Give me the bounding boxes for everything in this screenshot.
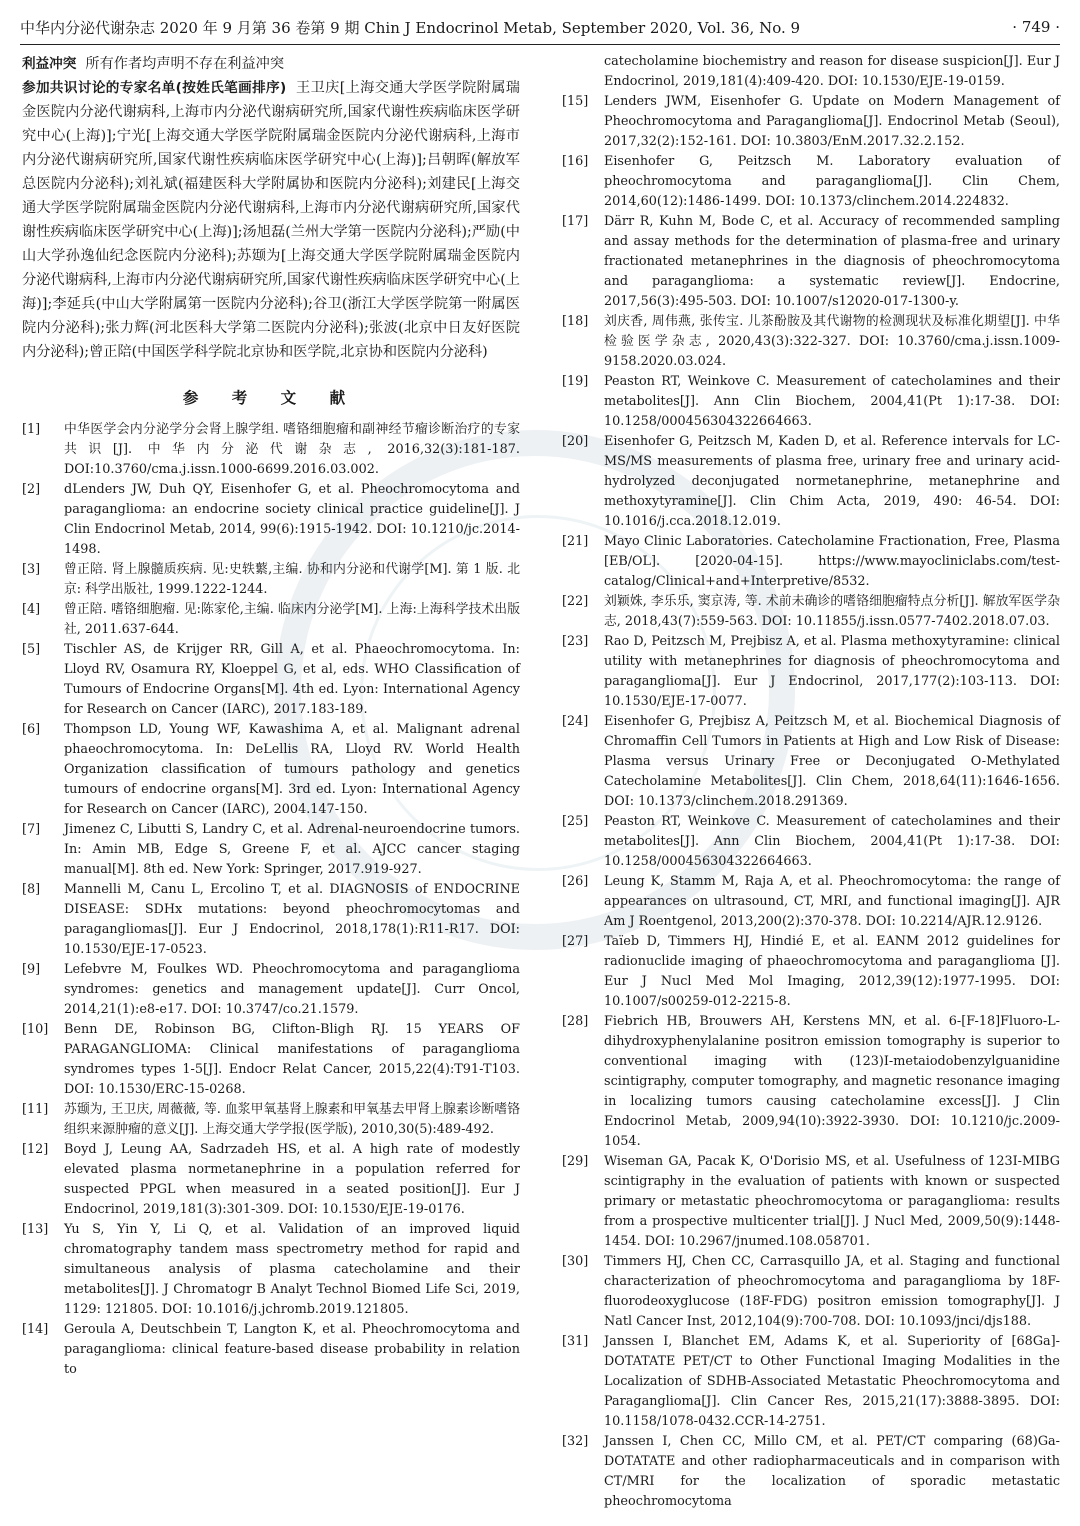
reference-text: Yu S, Yin Y, Li Q, et al. Validation of an improved liquid chromatography tandem mass spectrometry method for rapid and simultaneous analysis of plasma catecholamine and their metabolites[J]. J Chromatogr B Analyt Technol Biomed Life Sci, 2019, 1129: 121805. DOI: 10.1016/j.jchromb.2019.121805. [64,1222,520,1317]
reference-item [22,820,520,880]
expert-list [22,76,520,364]
reference-text: Leung K, Stamm M, Raja A, et al. Pheochromocytoma: the range of appearances on ultrasound, CT, MRI, and functional imaging[J]. AJR Am J Roentgenol, 2013,200(2):370-378. DOI: 10.2214/AJR.12.9126. [604,874,1060,929]
reference-item [22,480,520,560]
reference-item [562,92,1060,152]
right-column [562,52,1060,1512]
reference-number: [15] [562,94,589,109]
reference-item [562,712,1060,812]
reference-text: Fiebrich HB, Brouwers AH, Kerstens MN, et al. 6-[F-18]Fluoro-L-dihydroxyphenylalanine positron emission tomography is superior to conventional imaging with (123)I-metaiodobenzylguanidine scintigraphy, computer tomography, and magnetic resonance imaging in localizing tumors causing catecholamine excess[J]. J Clin Endocrinol Metab, 2009,94(10):3922-3930. DOI: 10.1210/jc.2009-1054. [604,1014,1060,1149]
reference-item [562,532,1060,592]
reference-item [22,1140,520,1220]
conflict-statement [22,52,520,76]
reference-item [22,600,520,640]
reference-text: Tischler AS, de Krijger RR, Gill A, et al. Phaeochromocytoma. In: Lloyd RV, Osamura RY, Kloeppel G, et al, eds. WHO Classification of Tumours of Endocrine Organs[M]. 4th ed. Lyon: International Agency for Research on Cancer (IARC), 2017.183-189. [64,642,520,717]
reference-list-left [22,420,520,1380]
reference-number: [8] [22,882,41,897]
reference-text: Timmers HJ, Chen CC, Carrasquillo JA, et al. Staging and functional characterization of pheochromocytoma and paraganglioma by 18F-fluorodeoxyglucose (18F-FDG) positron emission tomography[J]. J Natl Cancer Inst, 2012,104(9):700-708. DOI: 10.1093/jnci/djs188. [604,1254,1060,1329]
reference-number: [29] [562,1154,589,1169]
reference-item [22,960,520,1020]
reference-item [562,1252,1060,1332]
reference-number: [28] [562,1014,589,1029]
reference-text: Boyd J, Leung AA, Sadrzadeh HS, et al. A high rate of modestly elevated plasma normetanephrine in a population referred for suspected PPGL when measured in a seated position[J]. Eur J Endocrinol, 2019,181(3):301-309. DOI: 10.1530/EJE-19-0176. [64,1142,520,1217]
reference-text: Mayo Clinic Laboratories. Catecholamine Fractionation, Free, Plasma [EB/OL]. [2020-04-15]. https://www.mayocliniclabs.com/test-catalog/Clinical+and+Interpretive/8532. [604,534,1060,589]
reference-number: [21] [562,534,589,549]
reference-text: catecholamine biochemistry and reason for disease suspicion[J]. Eur J Endocrinol, 2019,181(4):409-420. DOI: 10.1530/EJE-19-0159. [604,54,1060,89]
reference-text: 曾正陪. 肾上腺髓质疾病. 见:史轶蘩,主编. 协和内分泌和代谢学[M]. 第 1 版. 北京: 科学出版社, 1999.1222-1244. [64,562,520,597]
reference-text: Mannelli M, Canu L, Ercolino T, et al. DIAGNOSIS of ENDOCRINE DISEASE: SDHx mutations: beyond pheochromocytomas and paragangliomas[J]. Eur J Endocrinol, 2018,178(1):R11-R17. DOI: 10.1530/EJE-17-0523. [64,882,520,957]
left-column [22,52,520,1380]
reference-number: [6] [22,722,41,737]
reference-number: [13] [22,1222,49,1237]
reference-item [22,1220,520,1320]
expert-list-label: 参加共识讨论的专家名单(按姓氏笔画排序) [22,80,287,96]
reference-number: [12] [22,1142,49,1157]
reference-number: [23] [562,634,589,649]
references-heading: 参 考 文 献 [182,389,360,407]
reference-text: 刘庆香, 周伟燕, 张传宝. 儿茶酚胺及其代谢物的检测现状及标准化期望[J]. 中华检验医学杂志, 2020,43(3):322-327. DOI: 10.3760/cma.j.issn.1009-9158.2020.03.024. [604,314,1060,369]
reference-item [562,212,1060,312]
reference-text: 曾正陪. 嗜铬细胞瘤. 见:陈家伦,主编. 临床内分泌学[M]. 上海:上海科学技术出版社, 2011.637-644. [64,602,520,637]
reference-number: [19] [562,374,589,389]
reference-number: [2] [22,482,41,497]
reference-item [562,372,1060,432]
reference-number: [27] [562,934,589,949]
reference-text: 刘颖姝, 李乐乐, 窦京涛, 等. 术前未确诊的嗜铬细胞瘤特点分析[J]. 解放军医学杂志, 2018,43(7):559-563. DOI: 10.11855/j.issn.0577-7402.2018.07.03. [604,594,1060,629]
reference-item [562,1152,1060,1252]
running-header [20,10,1060,45]
reference-item [22,1320,520,1380]
reference-number: [30] [562,1254,589,1269]
reference-number: [16] [562,154,589,169]
reference-number: [20] [562,434,589,449]
reference-item [562,632,1060,712]
reference-number: [25] [562,814,589,829]
reference-number: [7] [22,822,41,837]
reference-list-right [562,92,1060,1512]
reference-text: Peaston RT, Weinkove C. Measurement of catecholamines and their metabolites[J]. Ann Clin Biochem, 2004,41(Pt 1):17-38. DOI: 10.1258/000456304322664663. [604,814,1060,869]
reference-text: Janssen I, Chen CC, Millo CM, et al. PET/CT comparing (68)Ga-DOTATATE and other radiopharmaceuticals and in comparison with CT/MRI for the localization of sporadic metastatic pheochromocytoma [604,1434,1060,1509]
reference-item [562,1332,1060,1432]
reference-text: Geroula A, Deutschbein T, Langton K, et al. Pheochromocytoma and paraganglioma: clinical feature-based disease probability in relation to [64,1322,520,1377]
reference-text: Därr R, Kuhn M, Bode C, et al. Accuracy of recommended sampling and assay methods for the determination of plasma-free and urinary fractionated metanephrines in the diagnosis of pheochromocytoma and paraganglioma: a systematic review[J]. Endocrine, 2017,56(3):495-503. DOI: 10.1007/s12020-017-1300-y. [604,214,1060,309]
reference-number: [22] [562,594,589,609]
reference-text: Eisenhofer G, Peitzsch M, Kaden D, et al. Reference intervals for LC-MS/MS measurements of plasma free, urinary free and urinary acid-hydrolyzed deconjugated normetanephrine, metanephrine and methoxytyramine[J]. Clin Chim Acta, 2019, 490: 46-54. DOI: 10.1016/j.cca.2018.12.019. [604,434,1060,529]
reference-number: [1] [22,422,41,437]
reference-number: [11] [22,1102,49,1117]
reference-text: Taïeb D, Timmers HJ, Hindié E, et al. EANM 2012 guidelines for radionuclide imaging of phaeochromocytoma and paraganglioma [J]. Eur J Nucl Med Mol Imaging, 2012,39(12):1977-1995. DOI: 10.1007/s00259-012-2215-8. [604,934,1060,1009]
reference-number: [24] [562,714,589,729]
reference-item [562,312,1060,372]
reference-item [562,872,1060,932]
reference-number: [10] [22,1022,49,1037]
reference-number: [32] [562,1434,589,1449]
reference-text: Wiseman GA, Pacak K, O'Dorisio MS, et al. Usefulness of 123I-MIBG scintigraphy in the evaluation of patients with known or suspected primary or metastatic pheochromocytoma or paraganglioma: results from a prospective multicenter trial[J]. J Nucl Med, 2009,50(9):1448-1454. DOI: 10.2967/jnumed.108.058701. [604,1154,1060,1249]
conflict-label: 利益冲突 [22,56,77,72]
reference-item [22,1020,520,1100]
reference-text: Eisenhofer G, Prejbisz A, Peitzsch M, et al. Biochemical Diagnosis of Chromaffin Cell Tumors in Patients at High and Low Risk of Disease: Plasma versus Urinary Free or Deconjugated O-Methylated Catecholamine Metabolites[J]. Clin Chem, 2018,64(11):1646-1656. DOI: 10.1373/clinchem.2018.291369. [604,714,1060,809]
reference-number: [18] [562,314,589,329]
reference-text: Thompson LD, Young WF, Kawashima A, et al. Malignant adrenal phaeochromocytoma. In: DeLellis RA, Lloyd RV. World Health Organization classification of tumours pathology and genetics tumours of endocrine organs[M]. 3rd ed. Lyon: International Agency for Research on Cancer (IARC), 2004.147-150. [64,722,520,817]
reference-number: [9] [22,962,41,977]
reference-text: Janssen I, Blanchet EM, Adams K, et al. Superiority of [68Ga]-DOTATATE PET/CT to Other Functional Imaging Modalities in the Localization of SDHB-Associated Metastatic Pheochromocytoma and Paraganglioma[J]. Clin Cancer Res, 2015,21(17):3888-3895. DOI: 10.1158/1078-0432.CCR-14-2751. [604,1334,1060,1429]
reference-number: [26] [562,874,589,889]
reference-text: Peaston RT, Weinkove C. Measurement of catecholamines and their metabolites[J]. Ann Clin Biochem, 2004,41(Pt 1):17-38. DOI: 10.1258/000456304322664663. [604,374,1060,429]
reference-item [562,932,1060,1012]
reference-text: Rao D, Peitzsch M, Prejbisz A, et al. Plasma methoxytyramine: clinical utility with metanephrines for diagnosis of pheochromocytoma and paraganglioma[J]. Eur J Endocrinol, 2017,177(2):103-113. DOI: 10.1530/EJE-17-0077. [604,634,1060,709]
reference-item [562,432,1060,532]
reference-number: [4] [22,602,41,617]
reference-text: Lefebvre M, Foulkes WD. Pheochromocytoma and paraganglioma syndromes: genetics and management update[J]. Curr Oncol, 2014,21(1):e8-e17. DOI: 10.3747/co.21.1579. [64,962,520,1017]
expert-list-text: 王卫庆[上海交通大学医学院附属瑞金医院内分泌代谢病科,上海市内分泌代谢病研究所,国家代谢性疾病临床医学研究中心(上海)];宁光[上海交通大学医学院附属瑞金医院内分泌代谢病科,上海市内分泌代谢病研究所,国家代谢性疾病临床医学研究中心(上海)];吕朝晖(解放军总医院内分泌科);刘礼斌(福建医科大学附属协和医院内分泌科);刘建民[上海交通大学医学院附属瑞金医院内分泌代谢病科,上海市内分泌代谢病研究所,国家代谢性疾病临床医学研究中心(上海)];汤旭磊(兰州大学第一医院内分泌科);严励(中山大学孙逸仙纪念医院内分泌科);苏颋为[上海交通大学医学院附属瑞金医院内分泌代谢病科,上海市内分泌代谢病研究所,国家代谢性疾病临床医学研究中心(上海)];李延兵(中山大学附属第一医院内分泌科);谷卫(浙江大学医学院第一附属医院内分泌科);张力辉(河北医科大学第二医院内分泌科);张波(北京中日友好医院内分泌科);曾正陪(中国医学科学院北京协和医学院,北京协和医院内分泌科) [22,80,520,360]
reference-number: [14] [22,1322,49,1337]
reference-text: Jimenez C, Libutti S, Landry C, et al. Adrenal-neuroendocrine tumors. In: Amin MB, Edge S, Greene F, et al. AJCC cancer staging manual[M]. 8th ed. New York: Springer, 2017.919-927. [64,822,520,877]
journal-citation: 中华内分泌代谢杂志 2020 年 9 月第 36 卷第 9 期 Chin J Endocrinol Metab, September 2020, Vol. 36, No. 9 [20,18,801,37]
reference-item [22,880,520,960]
reference-item [562,592,1060,632]
page-number: · 749 · [1012,18,1060,36]
conflict-text: 所有作者均声明不存在利益冲突 [85,56,285,72]
reference-text: 苏颋为, 王卫庆, 周薇薇, 等. 血浆甲氧基肾上腺素和甲氧基去甲肾上腺素诊断嗜铬组织来源肿瘤的意义[J]. 上海交通大学学报(医学版), 2010,30(5):489-492. [64,1102,520,1137]
reference-item [22,1100,520,1140]
reference-14-continuation [562,52,1060,92]
reference-text: Lenders JWM, Eisenhofer G. Update on Modern Management of Pheochromocytoma and Paraganglioma[J]. Endocrinol Metab (Seoul), 2017,32(2):152-161. DOI: 10.3803/EnM.2017.32.2.152. [604,94,1060,149]
reference-number: [5] [22,642,41,657]
reference-number: [31] [562,1334,589,1349]
reference-text: 中华医学会内分泌学分会肾上腺学组. 嗜铬细胞瘤和副神经节瘤诊断治疗的专家共识[J]. 中华内分泌代谢杂志, 2016,32(3):181-187. DOI:10.3760/cma.j.issn.1000-6699.2016.03.002. [64,422,520,477]
reference-item [562,1432,1060,1512]
reference-number: [17] [562,214,589,229]
reference-item [22,720,520,820]
reference-text: dLenders JW, Duh QY, Eisenhofer G, et al. Pheochromocytoma and paraganglioma: an endocrine society clinical practice guideline[J]. J Clin Endocrinol Metab, 2014, 99(6):1915-1942. DOI: 10.1210/jc.2014-1498. [64,482,520,557]
reference-item [22,560,520,600]
reference-number: [3] [22,562,41,577]
reference-item [562,152,1060,212]
reference-text: Eisenhofer G, Peitzsch M. Laboratory evaluation of pheochromocytoma and paraganglioma[J]. Clin Chem, 2014,60(12):1486-1499. DOI: 10.1373/clinchem.2014.224832. [604,154,1060,209]
reference-text: Benn DE, Robinson BG, Clifton-Bligh RJ. 15 YEARS OF PARAGANGLIOMA: Clinical manifestations of paraganglioma syndromes types 1-5[J]. Endocr Relat Cancer, 2015,22(4):T91-T103. DOI: 10.1530/ERC-15-0268. [64,1022,520,1097]
reference-item [22,640,520,720]
reference-item [22,420,520,480]
reference-item [562,1012,1060,1152]
reference-item [562,812,1060,872]
